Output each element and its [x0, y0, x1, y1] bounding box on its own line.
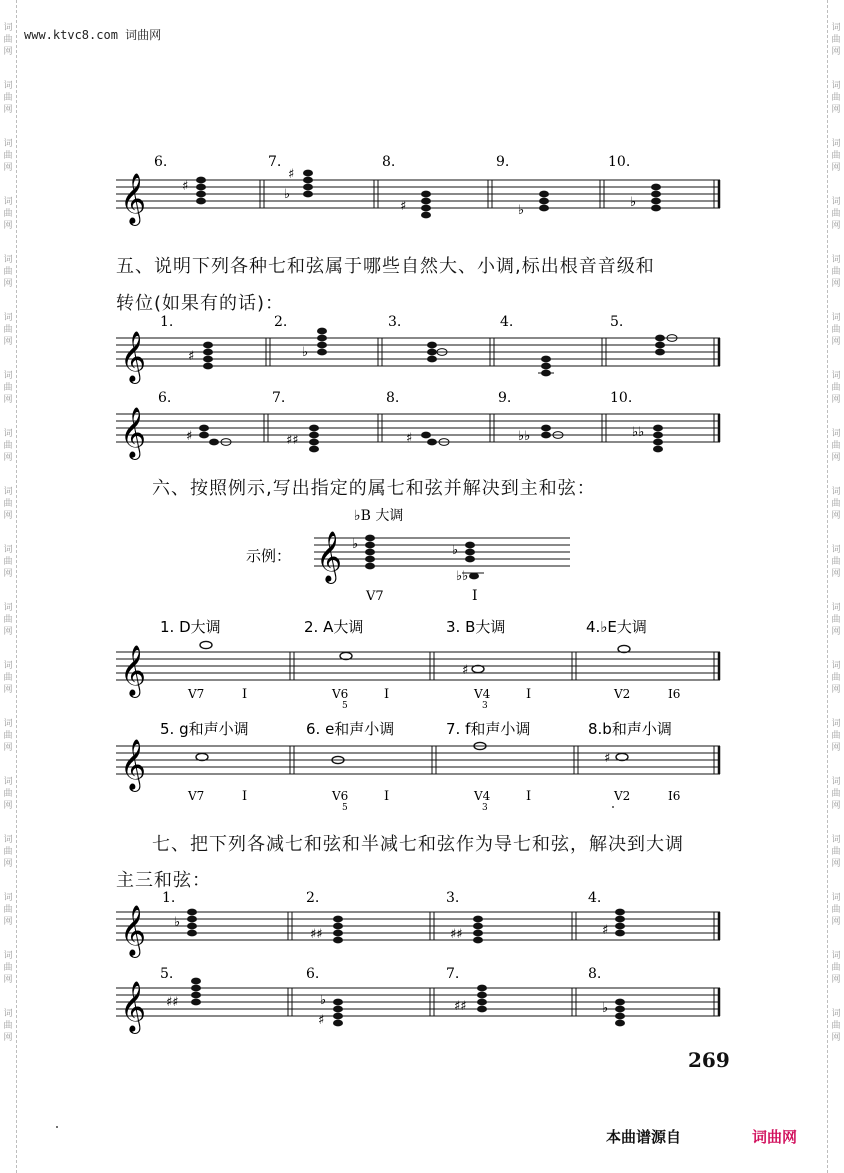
- staff-five-row2: [116, 386, 726, 461]
- roman-numeral: V6: [332, 687, 349, 701]
- speck: [56, 1126, 58, 1128]
- watermark-glyph-group: 词 曲 网: [831, 81, 841, 115]
- treble-clef: 𝄞: [120, 981, 147, 1032]
- exercise-number: 5.: [160, 966, 174, 982]
- chord: [400, 191, 431, 219]
- chord: [454, 985, 487, 1014]
- staff-lines: [116, 988, 720, 1016]
- watermark-glyph-group: 词 曲 网: [3, 81, 13, 115]
- staff-six-row1: [116, 614, 726, 714]
- watermark-glyph-group: 词 曲 网: [3, 545, 13, 579]
- exercise-number: 3.: [446, 890, 460, 906]
- staff-top-svg: [116, 150, 726, 224]
- watermark-glyph-group: 词 曲 网: [3, 603, 13, 637]
- svg-text:♭: ♭: [174, 915, 181, 930]
- watermark-glyph-group: 词 曲 网: [831, 661, 841, 695]
- exercise-number: 7.: [446, 966, 460, 982]
- watermark-glyph-group: 词 曲 网: [3, 893, 13, 927]
- svg-text:♯: ♯: [318, 1013, 325, 1028]
- svg-text:♯: ♯: [604, 751, 611, 766]
- key-label: 6. e和声小调: [306, 720, 395, 738]
- exercise-number: 2.: [274, 314, 288, 330]
- roman-numeral: I: [242, 687, 248, 702]
- treble-clef: 𝄞: [120, 905, 147, 956]
- chord: [632, 425, 663, 453]
- staff-six-row2-svg: [116, 716, 726, 816]
- exercise-number: 8.: [588, 966, 602, 982]
- exercise-number: 10.: [610, 390, 633, 406]
- svg-text:♯: ♯: [400, 199, 407, 214]
- roman-numeral: V4: [474, 687, 491, 701]
- exercise-number: 6.: [154, 154, 168, 170]
- watermark-glyph-group: 词 曲 网: [831, 777, 841, 811]
- chord: [286, 425, 319, 453]
- roman-numeral: V7: [188, 789, 205, 803]
- staff-seven-row1-svg: [116, 886, 726, 961]
- staff-top: [116, 150, 726, 224]
- staff-seven-row1: [116, 886, 726, 961]
- watermark-glyph-group: 词 曲 网: [3, 487, 13, 521]
- svg-text:♯: ♯: [182, 179, 189, 194]
- exercise-number: 1.: [162, 890, 176, 906]
- svg-text:♭♭: ♭♭: [456, 569, 469, 584]
- chord: [630, 184, 661, 212]
- treble-clef: 𝄞: [120, 331, 147, 382]
- right-watermark-strip: [827, 0, 844, 1173]
- section-seven-title-line2: 主三和弦：: [116, 870, 211, 891]
- exercise-number: 4.: [588, 890, 602, 906]
- exercise-number: 2.: [306, 890, 320, 906]
- treble-clef: 𝄞: [316, 531, 343, 582]
- figure: 5: [342, 803, 348, 813]
- watermark-glyph-group: 词 曲 网: [3, 719, 13, 753]
- svg-text:♭♭: ♭♭: [632, 425, 645, 440]
- watermark-url: www.ktvc8.com 词曲网: [24, 28, 162, 42]
- svg-text:♯♯: ♯♯: [166, 995, 179, 1010]
- svg-text:♭: ♭: [302, 345, 309, 360]
- svg-text:♭: ♭: [352, 537, 359, 552]
- chord: [284, 167, 313, 202]
- svg-text:♭: ♭: [284, 187, 291, 202]
- watermark-glyph-group: 词 曲 网: [831, 197, 841, 231]
- watermark-glyph-group: 词 曲 网: [831, 719, 841, 753]
- svg-text:♭♭: ♭♭: [518, 429, 531, 444]
- chord: [602, 909, 625, 938]
- staff-seven-row2-svg: [116, 962, 726, 1042]
- section-five-title-line1: 五、说明下列各种七和弦属于哪些自然大、小调,标出根音音级和: [116, 256, 655, 277]
- chord: [182, 177, 206, 205]
- exercise-number: 9.: [498, 390, 512, 406]
- exercise-number: 5.: [610, 314, 624, 330]
- section-seven-title-line1: 七、把下列各减七和弦和半减七和弦作为导七和弦，解决到大调: [152, 834, 684, 855]
- roman-numeral: V6: [332, 789, 349, 803]
- chord: [174, 909, 197, 937]
- svg-text:♯: ♯: [186, 429, 193, 444]
- exercise-number: 7.: [268, 154, 282, 170]
- left-watermark-strip: [0, 0, 17, 1173]
- svg-text:♯♯: ♯♯: [310, 927, 323, 942]
- watermark-glyph-group: 词 曲 网: [831, 429, 841, 463]
- staff-example: [244, 504, 584, 604]
- exercise-number: 3.: [388, 314, 402, 330]
- roman-numeral: I: [526, 687, 532, 702]
- watermark-glyph-group: 词 曲 网: [831, 487, 841, 521]
- speck: [612, 806, 614, 808]
- watermark-glyph-group: 词 曲 网: [3, 371, 13, 405]
- treble-clef: 𝄞: [120, 645, 147, 696]
- roman-numeral: I6: [668, 789, 681, 803]
- staff-five-row2-svg: [116, 386, 726, 461]
- watermark-glyph-group: 词 曲 网: [831, 1009, 841, 1043]
- key-label: 3. B大调: [446, 618, 506, 636]
- watermark-glyph-group: 词 曲 网: [831, 545, 841, 579]
- page-number: 269: [688, 1048, 730, 1072]
- svg-text:♯♯: ♯♯: [286, 433, 299, 448]
- footer-source-label: 本曲谱源自: [606, 1128, 682, 1146]
- watermark-glyph-group: 词 曲 网: [3, 23, 13, 57]
- figure: 3: [482, 701, 488, 711]
- key-label: 1. D大调: [160, 618, 221, 636]
- treble-clef: 𝄞: [120, 739, 147, 790]
- svg-text:♯♯: ♯♯: [454, 999, 467, 1014]
- example-label: 示例：: [246, 547, 292, 565]
- roman-numeral: I: [384, 687, 390, 702]
- chord: [518, 191, 549, 218]
- exercise-number: 7.: [272, 390, 286, 406]
- staff-five-row1: [116, 310, 726, 385]
- watermark-glyph-group: 词 曲 网: [3, 1009, 13, 1043]
- chord: [450, 916, 483, 944]
- watermark-glyph-group: 词 曲 网: [3, 835, 13, 869]
- staff-lines: [116, 652, 720, 680]
- watermark-glyph-group: 词 曲 网: [831, 313, 841, 347]
- treble-clef: 𝄞: [120, 407, 147, 458]
- exercise-number: 4.: [500, 314, 514, 330]
- exercise-number: 8.: [386, 390, 400, 406]
- roman-numeral: I: [384, 789, 390, 804]
- example-key: ♭B 大调: [354, 508, 404, 524]
- svg-text:♭: ♭: [452, 543, 459, 558]
- key-label: 7. f和声小调: [446, 720, 531, 738]
- roman-numeral: I6: [668, 687, 681, 701]
- chord: [318, 993, 343, 1028]
- svg-text:♭: ♭: [630, 195, 637, 210]
- watermark-glyph-group: 词 曲 网: [831, 893, 841, 927]
- watermark-glyph-group: 词 曲 网: [831, 603, 841, 637]
- watermark-glyph-group: 词 曲 网: [831, 23, 841, 57]
- svg-text:♭: ♭: [518, 203, 525, 218]
- whole-note: [200, 641, 212, 648]
- roman-numeral: V2: [614, 789, 631, 803]
- figure: 3: [482, 803, 488, 813]
- svg-text:♯: ♯: [462, 663, 469, 678]
- staff-six-row2: [116, 716, 726, 816]
- watermark-glyph-group: 词 曲 网: [3, 661, 13, 695]
- svg-text:♯♯: ♯♯: [450, 927, 463, 942]
- chord: [166, 978, 201, 1010]
- watermark-glyph-group: 词 曲 网: [3, 197, 13, 231]
- exercise-number: 6.: [306, 966, 320, 982]
- section-six-title: 六、按照例示,写出指定的属七和弦并解决到主和弦：: [152, 478, 596, 499]
- watermark-glyph-group: 词 曲 网: [3, 777, 13, 811]
- exercise-number: 8.: [382, 154, 396, 170]
- section-five-title-line2: 转位(如果有的话)：: [116, 293, 285, 314]
- svg-text:♭: ♭: [602, 1001, 609, 1016]
- chord: [406, 431, 449, 446]
- exercise-number: 6.: [158, 390, 172, 406]
- chord: [302, 328, 327, 360]
- key-label: 5. g和声小调: [160, 720, 249, 738]
- watermark-glyph-group: 词 曲 网: [3, 139, 13, 173]
- watermark-glyph-group: 词 曲 网: [3, 429, 13, 463]
- chord: [188, 342, 213, 370]
- key-label: 8.b和声小调: [588, 720, 672, 738]
- watermark-glyph-group: 词 曲 网: [3, 951, 13, 985]
- watermark-glyph-group: 词 曲 网: [831, 951, 841, 985]
- roman-numeral: I: [242, 789, 248, 804]
- staff-lines: [116, 912, 720, 940]
- chord: [602, 999, 625, 1027]
- roman-numeral: V7: [366, 589, 384, 604]
- roman-numeral: I: [526, 789, 532, 804]
- exercise-number: 9.: [496, 154, 510, 170]
- staff-six-row1-svg: [116, 614, 726, 714]
- staff-five-row1-svg: [116, 310, 726, 385]
- roman-numeral: V2: [614, 687, 631, 701]
- svg-text:♯: ♯: [288, 167, 295, 182]
- watermark-glyph-group: 词 曲 网: [3, 313, 13, 347]
- watermark-glyph-group: 词 曲 网: [831, 255, 841, 289]
- svg-text:♭: ♭: [320, 993, 327, 1008]
- roman-numeral: V7: [188, 687, 205, 701]
- footer-brand-link[interactable]: 词曲网: [752, 1128, 798, 1146]
- exercise-number: 10.: [608, 154, 631, 170]
- watermark-glyph-group: 词 曲 网: [831, 835, 841, 869]
- chord: [310, 916, 343, 944]
- figure: 5: [342, 701, 348, 711]
- exercise-number: 1.: [160, 314, 174, 330]
- svg-text:♯: ♯: [602, 923, 609, 938]
- staff-example-svg: [244, 504, 584, 604]
- watermark-glyph-group: 词 曲 网: [3, 255, 13, 289]
- svg-text:♯: ♯: [188, 349, 195, 364]
- treble-clef: 𝄞: [120, 173, 147, 224]
- watermark-glyph-group: 词 曲 网: [831, 371, 841, 405]
- watermark-glyph-group: 词 曲 网: [831, 139, 841, 173]
- chord: [452, 542, 484, 584]
- roman-numeral: V4: [474, 789, 491, 803]
- key-label: 4.♭E大调: [586, 618, 647, 636]
- staff-seven-row2: [116, 962, 726, 1042]
- key-label: 2. A大调: [304, 618, 364, 636]
- svg-text:♯: ♯: [406, 431, 413, 446]
- roman-numeral: I: [472, 588, 478, 604]
